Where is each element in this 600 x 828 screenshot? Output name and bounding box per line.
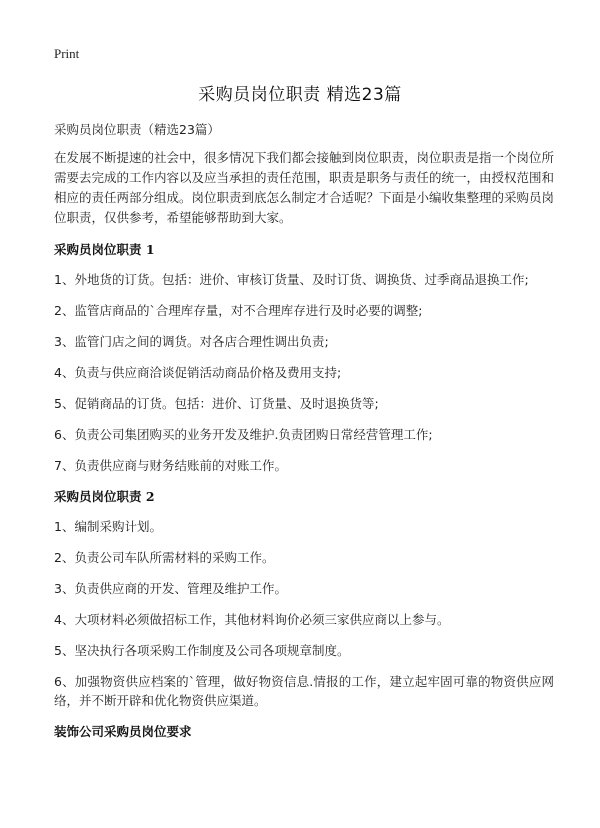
section-heading: 装饰公司采购员岗位要求 <box>54 724 192 739</box>
section-heading: 采购员岗位职责 1 <box>54 242 155 257</box>
document-body <box>54 148 554 752</box>
list-item: 3、监管门店之间的调货。对各店合理性调出负责; <box>54 334 329 349</box>
list-item: 3、负责供应商的开发、管理及维护工作。 <box>54 581 287 596</box>
list-item: 6、加强物资供应档案的`管理，做好物资信息.情报的工作，建立起牢固可靠的物资供应网络，并不断开辟和优化物资供应渠道。 <box>54 674 554 708</box>
list-item: 2、负责公司车队所需材料的采购工作。 <box>54 550 275 565</box>
section-duties-2 <box>54 487 554 710</box>
list-item: 5、促销商品的订货。包括：进价、订货量、及时退换货等; <box>54 396 379 411</box>
list-item: 1、编制采购计划。 <box>54 519 162 534</box>
document-subtitle: 采购员岗位职责（精选23篇） <box>54 122 220 137</box>
list-item: 1、外地货的订货。包括：进价、审核订货量、及时订货、调换货、过季商品退换工作; <box>54 272 529 287</box>
section-duties-1 <box>54 240 554 475</box>
document-title: 采购员岗位职责 精选23篇 <box>198 85 402 105</box>
list-item: 6、负责公司集团购买的业务开发及维护.负责团购日常经营管理工作; <box>54 427 433 442</box>
list-item: 4、负责与供应商洽谈促销活动商品价格及费用支持; <box>54 365 342 380</box>
intro-paragraph: 在发展不断提速的社会中，很多情况下我们都会接触到岗位职责，岗位职责是指一个岗位所需要去完成的工作内容以及应当承担的责任范围，职责是职务与责任的统一，由授权范围和相应的责任两部分组成。岗位职责到底怎么制定才合适呢？下面是小编收集整理的采购员岗位职责，仅供参考，希望能够帮助到大家。 <box>54 150 555 225</box>
list-item: 7、负责供应商与财务结账前的对账工作。 <box>54 458 287 473</box>
section-heading: 采购员岗位职责 2 <box>54 489 155 504</box>
list-item: 4、大项材料必须做招标工作，其他材料询价必须三家供应商以上参与。 <box>54 612 450 627</box>
list-item: 2、监管店商品的`合理库存量，对不合理库存进行及时必要的调整; <box>54 303 423 318</box>
print-label: Print <box>54 46 80 61</box>
section-requirements <box>54 722 554 742</box>
list-item: 5、坚决执行各项采购工作制度及公司各项规章制度。 <box>54 643 350 658</box>
